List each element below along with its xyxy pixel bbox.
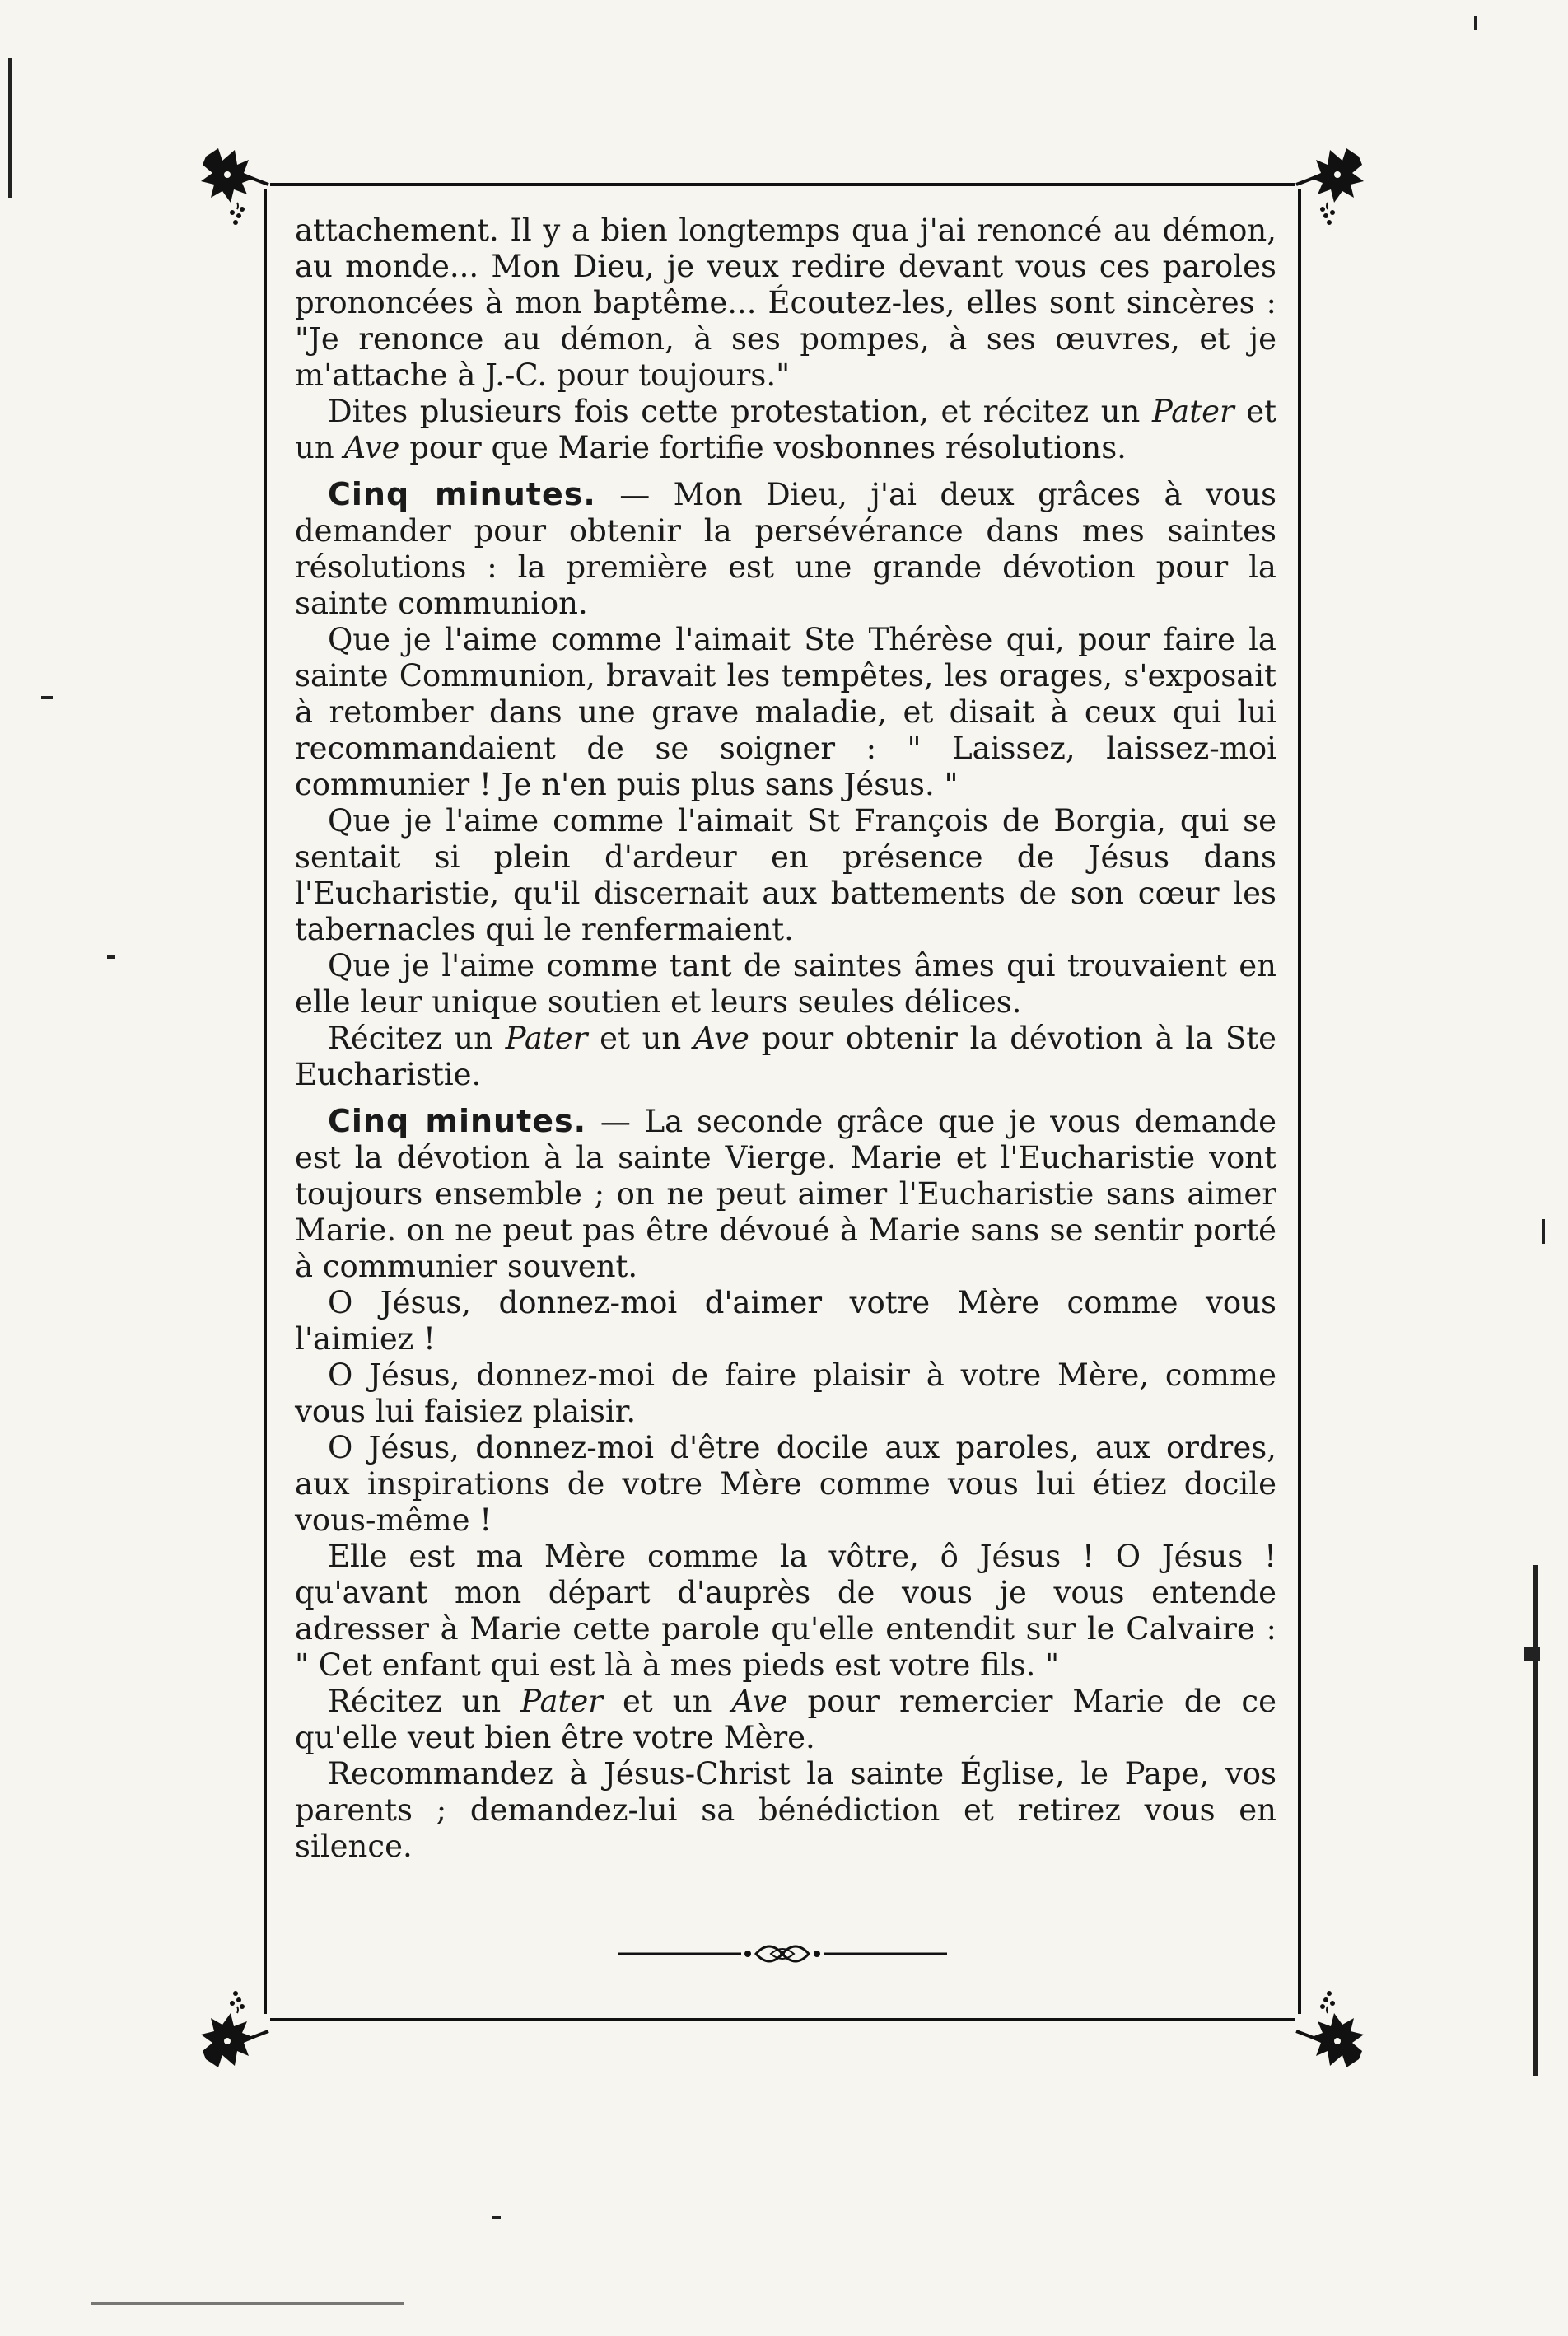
paragraph xyxy=(295,1430,1276,1539)
ave-word: Ave xyxy=(343,430,400,465)
paragraph xyxy=(295,1684,1276,1756)
frame-rule-right xyxy=(1298,189,1301,2014)
paragraph-text: pour obtenir la dévotion à la Ste Eucharistie. xyxy=(295,1021,1276,1092)
paragraph xyxy=(295,1539,1276,1684)
scan-mark-bottom-smudge xyxy=(91,2302,404,2305)
paragraph-text: et un xyxy=(603,1684,732,1719)
paragraph-text: O Jésus, donnez-moi d'aimer votre Mère comme vous l'aimiez ! xyxy=(295,1285,1276,1357)
paragraph xyxy=(295,1756,1276,1865)
paragraph-text: O Jésus, donnez-moi d'être docile aux paroles, aux ordres, aux inspirations de votre Mère comme vous lui étiez docile vous-même ! xyxy=(295,1430,1276,1538)
paragraph xyxy=(295,213,1276,394)
paragraph xyxy=(295,803,1276,948)
paragraph-text: Elle est ma Mère comme la vôtre, ô Jésus ! O Jésus ! qu'avant mon départ d'auprès de vous je vous entende adresser à Marie cette parole qu'elle entendit sur le Calvaire : " Cet enfant qui est là à mes pieds est votre fils. " xyxy=(295,1539,1276,1683)
paragraph-text: et un xyxy=(295,394,1276,465)
paragraph-text: Récitez un xyxy=(328,1684,521,1719)
frame-rule-bottom xyxy=(270,2018,1295,2021)
paragraph xyxy=(295,1357,1276,1430)
paragraph-text: pour remercier Marie de ce qu'elle veut bien être votre Mère. xyxy=(295,1684,1276,1755)
scan-mark-bottom-dash xyxy=(492,2216,501,2219)
paragraph xyxy=(295,948,1276,1021)
paragraph-text: Que je l'aime comme tant de saintes âmes qui trouvaient en elle leur unique soutien et leurs seules délices. xyxy=(295,948,1276,1020)
paragraph xyxy=(295,1021,1276,1093)
pater-word: Pater xyxy=(1151,394,1234,429)
paragraph-text: attachement. Il y a bien longtemps qua j'ai renoncé au démon, au monde... Mon Dieu, je veux redire devant vous ces paroles prononcées à mon baptême... Écoutez-les, elles sont sincères : "Je renonce au démon, à ses pompes, à ses œuvres, et je m'attache à J.-C. pour toujours." xyxy=(295,213,1276,393)
prayer-text xyxy=(295,213,1276,1865)
scan-mark-left-edge xyxy=(8,58,12,198)
paragraph xyxy=(295,1285,1276,1357)
paragraph-text: Récitez un xyxy=(328,1021,506,1056)
vine-leaf-corner-icon xyxy=(1268,1985,1375,2092)
paragraph-text: Que je l'aime comme l'aimait Ste Thérèse qui, pour faire la sainte Communion, bravait les tempêtes, les orages, s'exposait à retomber dans une grave maladie, et disait à ceux qui lui recommandaient de se soigner : " Laissez, laissez-moi communier ! Je n'en puis plus sans Jésus. " xyxy=(295,622,1276,802)
scan-mark-right-tick xyxy=(1542,1219,1545,1244)
frame-rule-top xyxy=(270,183,1295,186)
paragraph-text: pour que Marie fortifie vosbonnes résolutions. xyxy=(399,430,1127,465)
vine-leaf-corner-icon xyxy=(1268,124,1375,231)
paragraph-text: O Jésus, donnez-moi de faire plaisir à votre Mère, comme vous lui faisiez plaisir. xyxy=(295,1357,1276,1429)
paragraph xyxy=(295,394,1276,466)
vine-leaf-corner-icon xyxy=(189,1985,296,2092)
paragraph-text: — Mon Dieu, j'ai deux grâces à vous demander pour obtenir la persévérance dans mes saintes résolutions : la première est une grande dévotion pour la sainte communion. xyxy=(295,477,1276,621)
page-frame xyxy=(189,124,1375,2084)
paragraph-text: Que je l'aime comme l'aimait St François de Borgia, qui se sentait si plein d'ardeur en présence de Jésus dans l'Eucharistie, qu'il discernait aux battements de son cœur les tabernacles qui le renfermaient. xyxy=(295,803,1276,947)
paragraph-text: et un xyxy=(587,1021,693,1056)
paragraph xyxy=(295,476,1276,622)
vine-leaf-corner-icon xyxy=(189,124,296,231)
scroll-tailpiece-icon xyxy=(618,1934,947,1974)
frame-rule-left xyxy=(264,189,267,2014)
pater-word: Pater xyxy=(505,1021,588,1056)
ave-word: Ave xyxy=(693,1021,749,1056)
paragraph-text: Recommandez à Jésus-Christ la sainte Église, le Pape, vos parents ; demandez-lui sa bénédiction et retirez vous en silence. xyxy=(295,1756,1276,1864)
pater-word: Pater xyxy=(520,1684,603,1719)
paragraph xyxy=(295,1103,1276,1285)
paragraph-text: Dites plusieurs fois cette protestation, et récitez un xyxy=(328,394,1152,429)
scan-mark-left-dash xyxy=(107,955,115,959)
scan-mark-left-dash xyxy=(41,696,53,699)
paragraph-text: — La seconde grâce que je vous demande est la dévotion à la sainte Vierge. Marie et l'Eucharistie vont toujours ensemble ; on ne peut aimer l'Eucharistie sans aimer Marie. on ne peut pas être dévoué à Marie sans se sentir porté à communier souvent. xyxy=(295,1104,1276,1284)
scan-mark-right-edge xyxy=(1533,1565,1538,2076)
section-heading: Cinq minutes. xyxy=(328,1103,587,1139)
section-heading: Cinq minutes. xyxy=(328,476,596,512)
paragraph xyxy=(295,622,1276,803)
scan-mark-right-dot xyxy=(1474,16,1477,30)
ave-word: Ave xyxy=(731,1684,788,1719)
scan-mark-right-notch xyxy=(1524,1647,1540,1661)
